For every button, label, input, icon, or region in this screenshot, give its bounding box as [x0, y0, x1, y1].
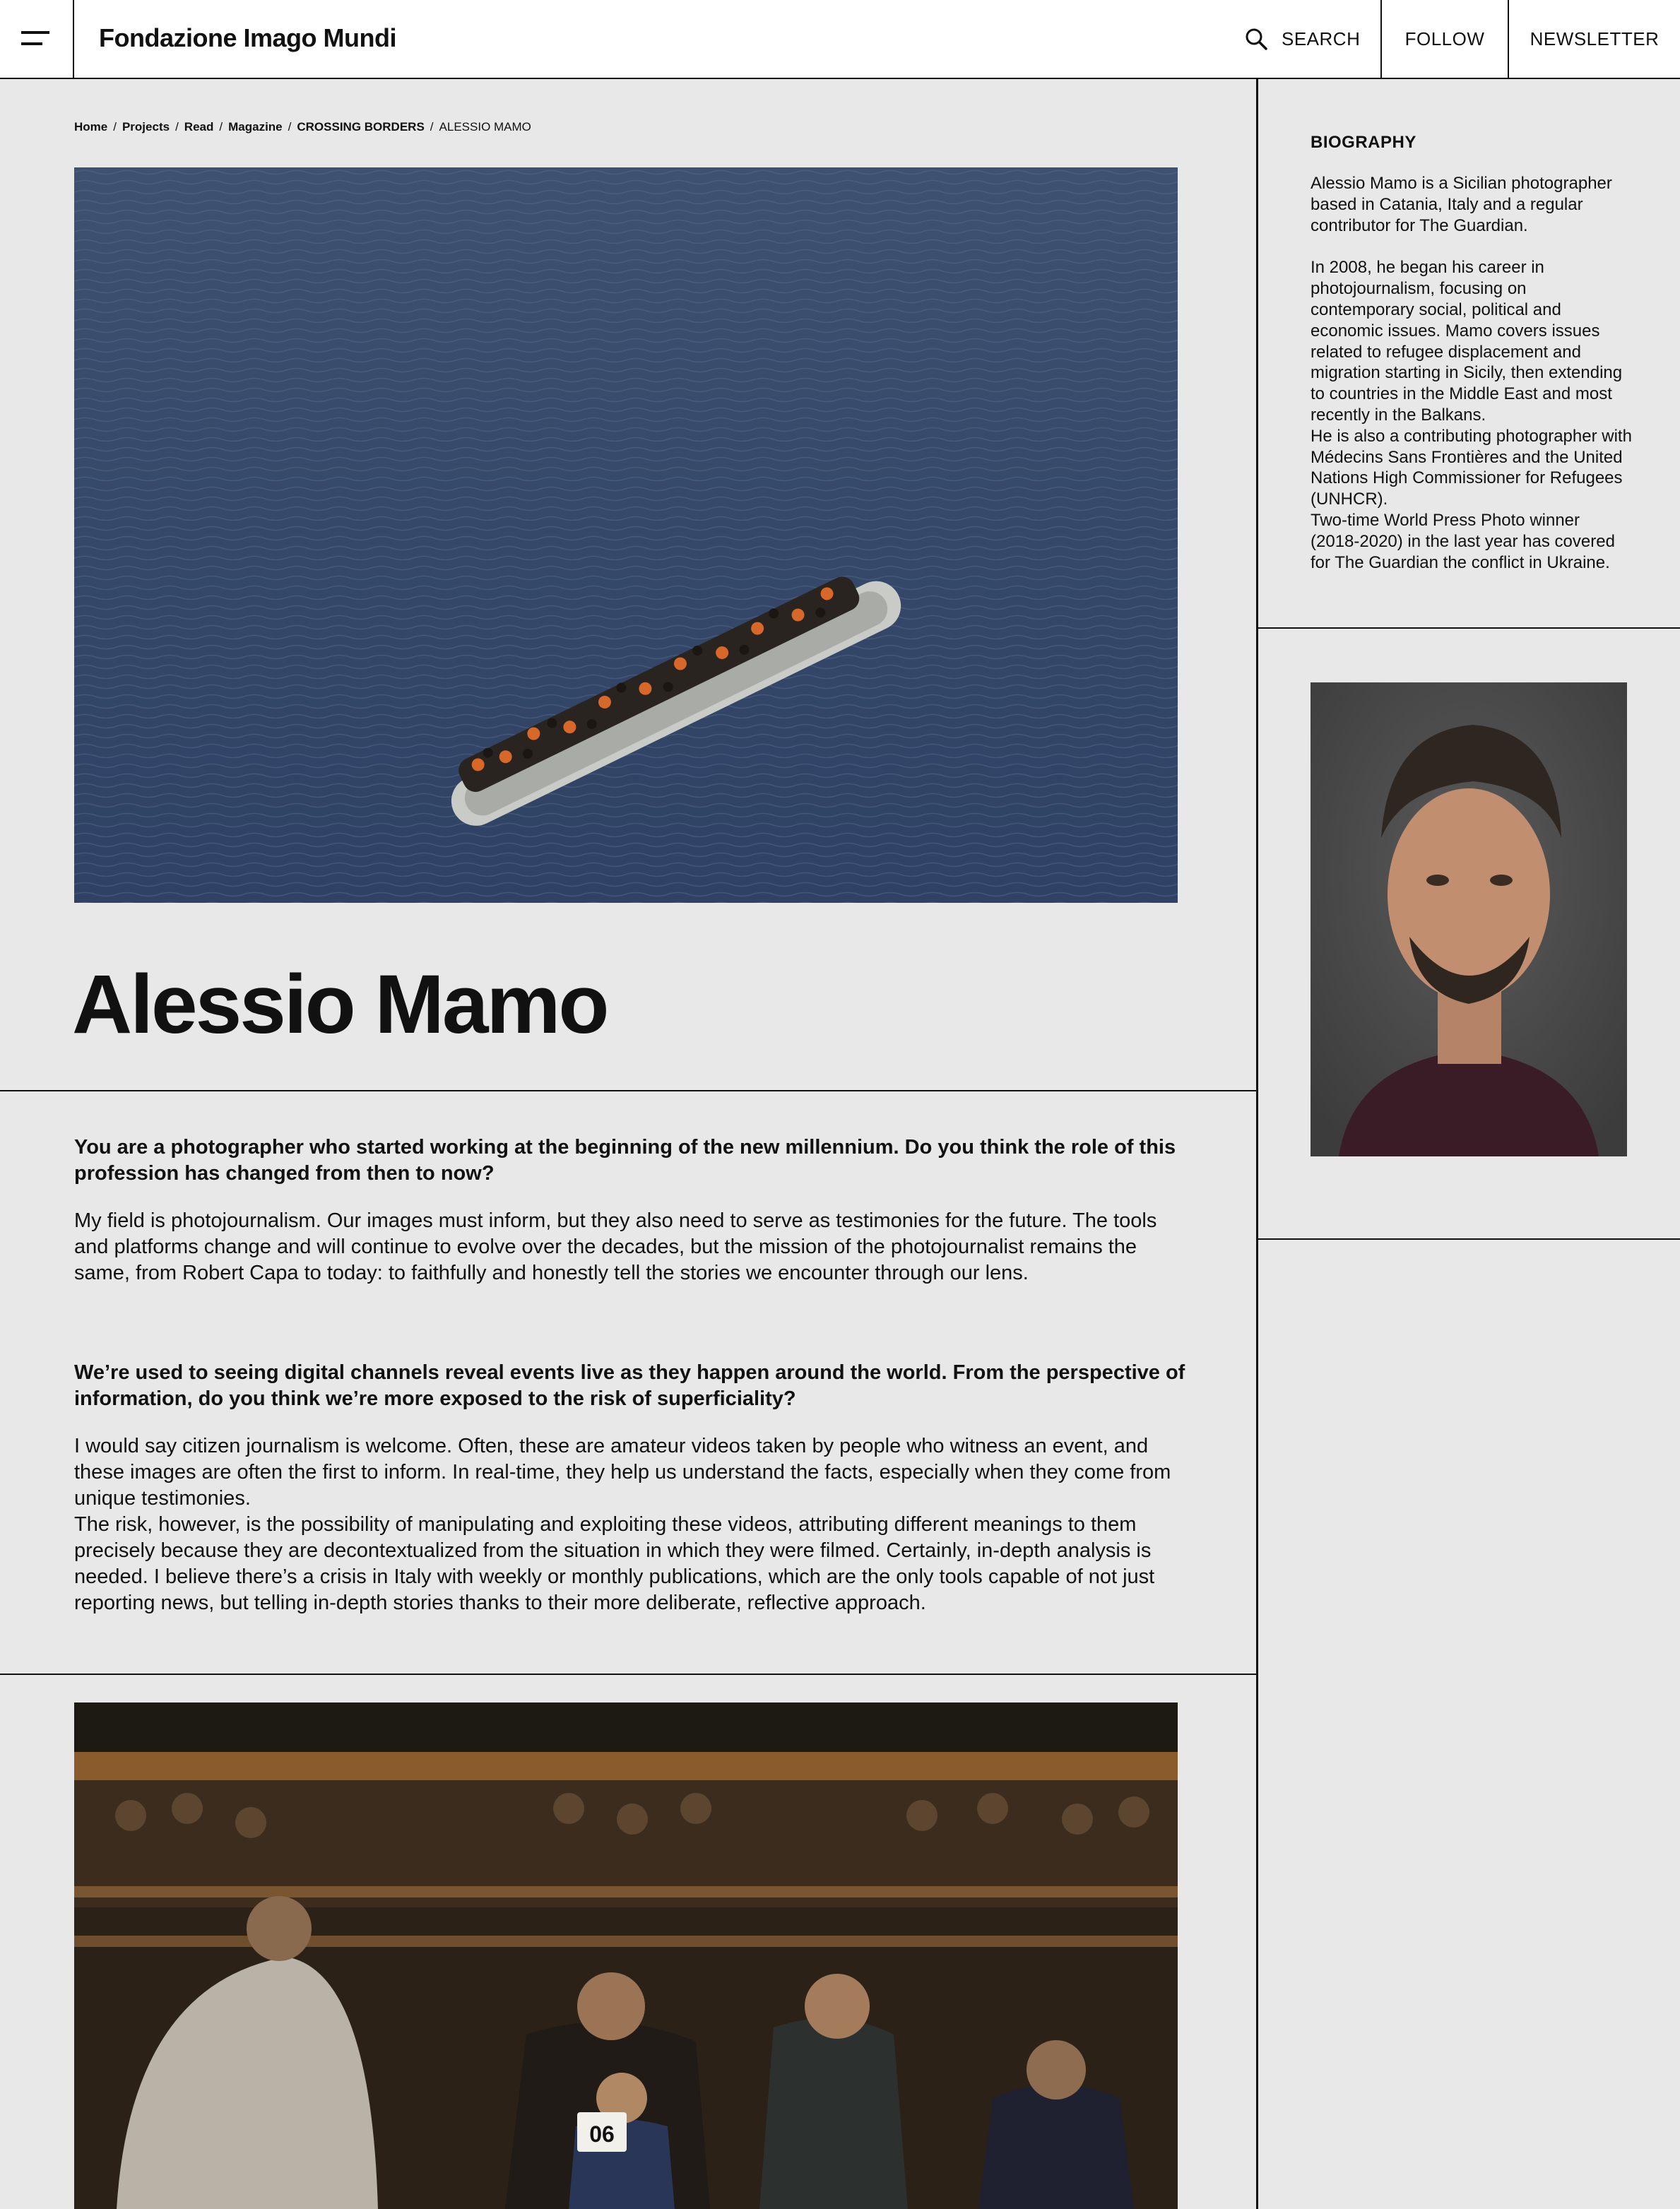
biography-text — [1311, 173, 1632, 573]
breadcrumb-separator: / — [113, 120, 117, 134]
newsletter-button[interactable]: NEWSLETTER — [1508, 0, 1680, 78]
interview-divider — [0, 1674, 1258, 1675]
breadcrumb-current: ALESSIO MAMO — [439, 120, 531, 134]
title-divider — [0, 1090, 1258, 1091]
breadcrumb-read[interactable]: Read — [184, 120, 214, 134]
breadcrumb-separator: / — [430, 120, 434, 134]
interview-block — [74, 1360, 1187, 1616]
breadcrumb — [74, 120, 531, 134]
biography-paragraph: In 2008, he began his career in photojournalism, focusing on contemporary social, political and economic issues. Mamo covers issues related to refugee displacement and migration starting in Sicily, then extending to countries in the Middle East and most recently in the Balkans. — [1311, 258, 1623, 425]
hero-photo — [74, 167, 1178, 903]
rescue-photo — [74, 1702, 1178, 2209]
follow-button[interactable]: FOLLOW — [1380, 0, 1508, 78]
breadcrumb-home[interactable]: Home — [74, 120, 108, 134]
biography-paragraph: Alessio Mamo is a Sicilian photographer based in Catania, Italy and a regular contributor for The Guardian. — [1311, 174, 1612, 235]
search-icon[interactable] — [1243, 26, 1269, 52]
search-button[interactable] — [1229, 0, 1380, 78]
breadcrumb-projects[interactable]: Projects — [122, 120, 170, 134]
site-header — [0, 0, 1680, 79]
breadcrumb-crossing-borders[interactable]: CROSSING BORDERS — [297, 120, 425, 134]
site-logo[interactable]: Fondazione Imago Mundi — [99, 23, 396, 52]
breadcrumb-separator: / — [219, 120, 223, 134]
portrait-photo — [1311, 682, 1627, 1156]
portrait-divider — [1258, 1238, 1680, 1240]
interview-question: You are a photographer who started working at the beginning of the new millennium. Do you think the role of this profession has changed from then to now? — [74, 1136, 1176, 1185]
interview-answer: I would say citizen journalism is welcome. Often, these are amateur videos taken by people who witness an event, and these images are often the first to inform. In real-time, they help us understand the facts, especially when they come from unique testimonies. — [74, 1435, 1171, 1510]
interview-answer: My field is photojournalism. Our images must inform, but they also need to serve as testimonies for the future. The tools and platforms change and will continue to evolve over the decades, but the mission of the photojournalist remains the same, from Robert Capa to today: to faithfully and honestly tell the stories we encounter through our lens. — [74, 1209, 1157, 1284]
search-label: SEARCH — [1282, 28, 1361, 49]
breadcrumb-separator: / — [175, 120, 179, 134]
interview-block — [74, 1135, 1187, 1286]
biography-heading: BIOGRAPHY — [1311, 133, 1416, 152]
interview-question: We’re used to seeing digital channels reveal events live as they happen around the world. From the perspective of information, do you think we’re more exposed to the risk of superficiality? — [74, 1361, 1185, 1410]
biography-paragraph: Two-time World Press Photo winner (2018-2020) in the last year has covered for The Guardian the conflict in Ukraine. — [1311, 510, 1615, 572]
menu-icon[interactable] — [21, 31, 49, 47]
column-divider — [1256, 79, 1258, 2209]
interview-answer: The risk, however, is the possibility of manipulating and exploiting these videos, attributing different meanings to them precisely because they are decontextualized from the situation in which they were filmed. Certainly, in-depth analysis is needed. I believe there’s a crisis in Italy with weekly or monthly publications, which are the only tools capable of not just reporting news, but telling in-depth stories thanks to their more deliberate, reflective approach. — [74, 1513, 1155, 1614]
menu-button[interactable] — [0, 0, 74, 78]
breadcrumb-separator: / — [288, 120, 292, 134]
page-title: Alessio Mamo — [72, 958, 608, 1051]
photo-badge-number: 06 — [589, 2121, 615, 2147]
biography-paragraph: He is also a contributing photographer with Médecins Sans Frontières and the United Nations High Commissioner for Refugees (UNHCR). — [1311, 426, 1632, 509]
bio-divider — [1258, 627, 1680, 629]
breadcrumb-magazine[interactable]: Magazine — [228, 120, 283, 134]
